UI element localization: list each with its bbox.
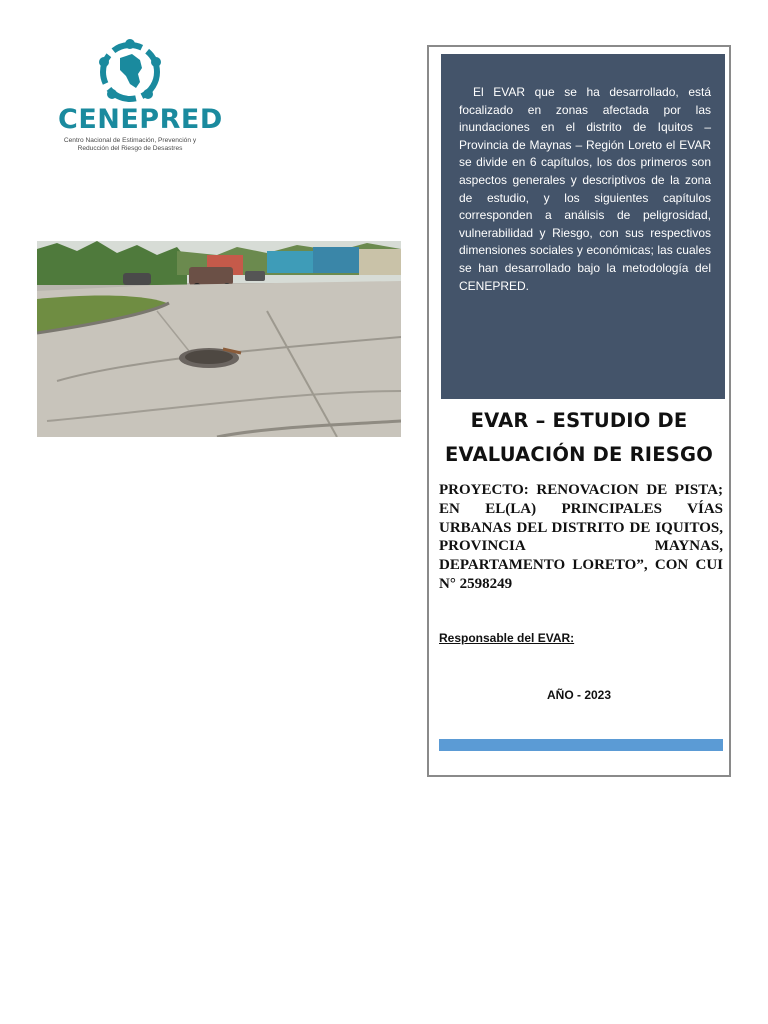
street-photo xyxy=(37,241,401,437)
logo-subtitle: Centro Nacional de Estimación, Prevención y Reducción del Riesgo de Desastres xyxy=(63,137,197,152)
report-title: EVAR – ESTUDIO DE EVALUACIÓN DE RIESGO xyxy=(444,409,713,466)
accent-bar xyxy=(439,739,723,751)
report-cover-panel xyxy=(427,45,731,777)
summary-text: El EVAR que se ha desarrollado, está focalizado en zonas afectada por las inundaciones en el distrito de Iquitos – Provincia de Maynas – Región Loreto el EVAR se divide en 6 capítulos, los dos primeros son aspectos generales y descriptivos de la zona de estudio, y los siguientes capítulos corresponden a análisis de peligrosidad, vulnerabilidad y Riesgo, con sus respectivos dimensiones sociales y económicas; las cuales se han desarrollado bajo la metodología del CENEPRED. xyxy=(459,85,711,293)
logo-wordmark: CENEPRED xyxy=(58,104,223,135)
cenepred-logo xyxy=(50,36,223,156)
project-description: PROYECTO: RENOVACION DE PISTA; EN EL(LA) PRINCIPALES VÍAS URBANAS DEL DISTRITO DE IQUITOS, PROVINCIA MAYNAS, DEPARTAMENTO LORETO”, CON CUI N° 2598249 xyxy=(439,482,723,592)
summary-box xyxy=(441,54,725,399)
peru-map-emblem-icon xyxy=(96,38,164,106)
report-year: AÑO - 2023 xyxy=(546,688,612,702)
responsible-label: Responsable del EVAR: xyxy=(439,631,575,645)
